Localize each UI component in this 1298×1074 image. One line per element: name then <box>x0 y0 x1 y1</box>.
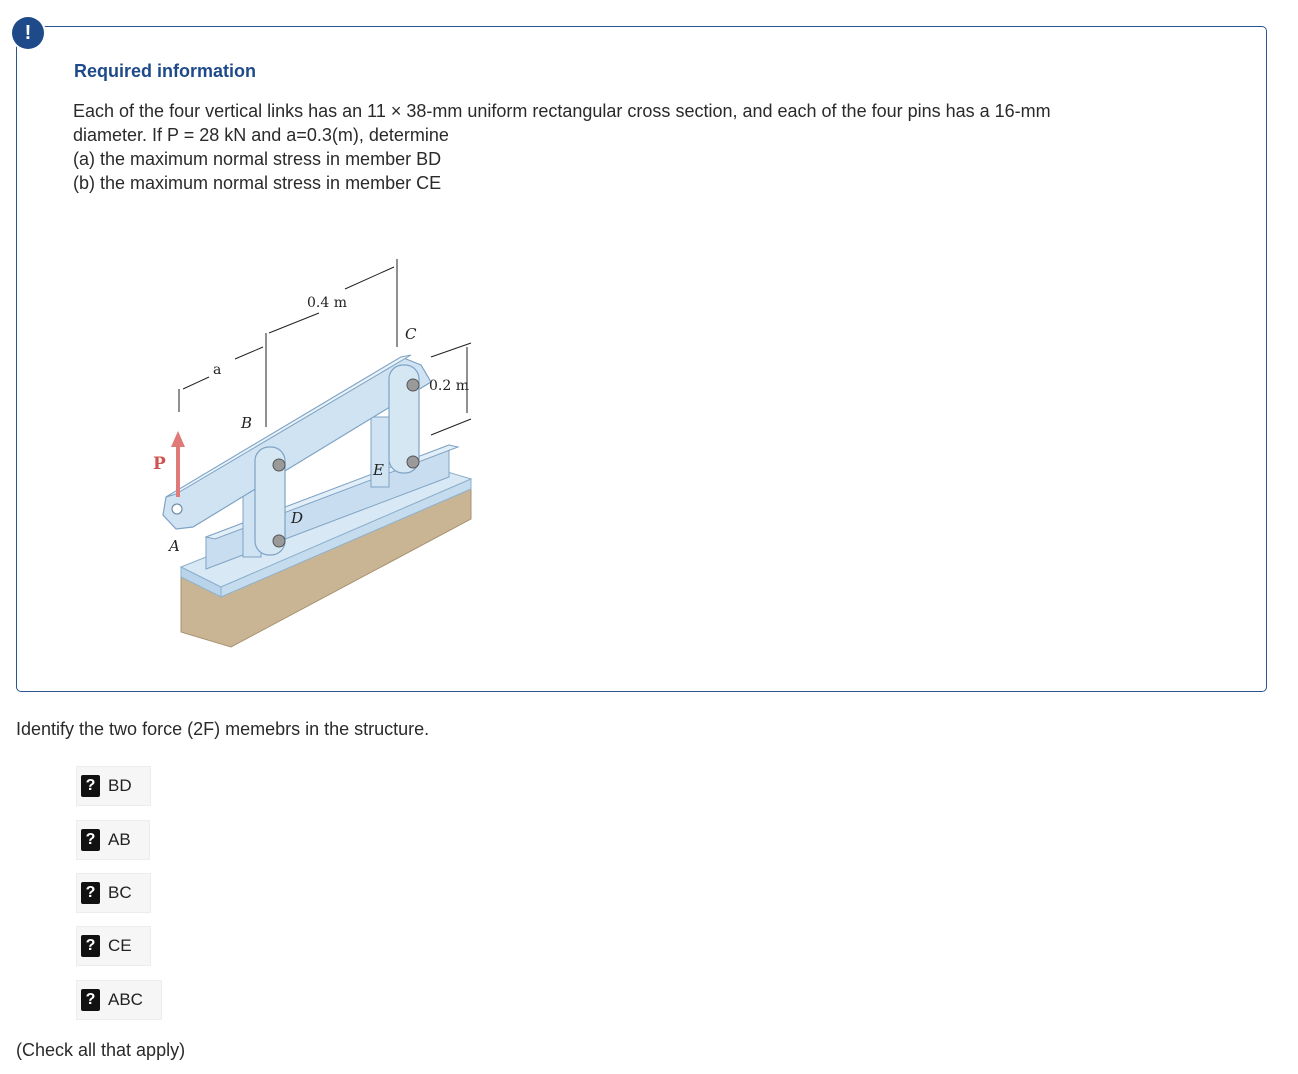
pin-d <box>273 535 285 547</box>
pin-b <box>273 459 285 471</box>
force-arrow-head <box>171 431 185 447</box>
option-bc[interactable] <box>76 873 151 913</box>
option-label: BD <box>108 776 132 795</box>
dim-label-top: 0.4 m <box>307 295 347 311</box>
dim-line-04-right <box>345 267 394 289</box>
option-label: ABC <box>108 990 143 1009</box>
option-label: BC <box>108 883 132 902</box>
point-label-e: E <box>373 461 384 479</box>
problem-line: Each of the four vertical links has an 11 × 38-mm uniform rectangular cross section, and each of the four pins has a 16-mm <box>73 101 1051 121</box>
pin-c <box>407 379 419 391</box>
problem-statement <box>73 99 1233 195</box>
unanswered-icon: ? <box>81 989 100 1011</box>
unanswered-icon: ? <box>81 829 100 851</box>
option-ce[interactable] <box>76 926 151 966</box>
dim-line-a2 <box>235 347 263 359</box>
problem-line: diameter. If P = 28 kN and a=0.3(m), determine <box>73 125 449 145</box>
problem-line: (b) the maximum normal stress in member CE <box>73 173 442 193</box>
point-label-a: A <box>169 537 180 555</box>
unanswered-icon: ? <box>81 935 100 957</box>
pin-e <box>407 456 419 468</box>
option-label: AB <box>108 830 131 849</box>
option-bd[interactable] <box>76 766 151 806</box>
structure-figure <box>131 247 491 657</box>
required-information-panel <box>16 26 1267 692</box>
alert-icon: ! <box>12 17 44 49</box>
dim-label-a: a <box>213 362 222 378</box>
point-label-c: C <box>405 325 417 343</box>
option-abc[interactable] <box>76 980 162 1020</box>
option-ab[interactable] <box>76 820 150 860</box>
option-label: CE <box>108 936 132 955</box>
unanswered-icon: ? <box>81 775 100 797</box>
structure-diagram <box>131 247 491 657</box>
dim-line-a <box>183 377 209 389</box>
point-label-b: B <box>241 414 253 432</box>
dim-ext-right-bot <box>431 419 471 435</box>
problem-line: (a) the maximum normal stress in member BD <box>73 149 442 169</box>
point-label-p: P <box>153 454 166 474</box>
dim-ext-right-top <box>431 343 471 357</box>
dim-label-right: 0.2 m <box>429 378 469 394</box>
info-title: Required information <box>74 61 257 81</box>
pin-a <box>172 504 182 514</box>
question-prompt: Identify the two force (2F) memebrs in the structure. <box>16 719 430 739</box>
unanswered-icon: ? <box>81 882 100 904</box>
check-all-note: (Check all that apply) <box>16 1040 186 1060</box>
dim-line-04-left <box>269 313 319 333</box>
point-label-d: D <box>291 509 304 527</box>
